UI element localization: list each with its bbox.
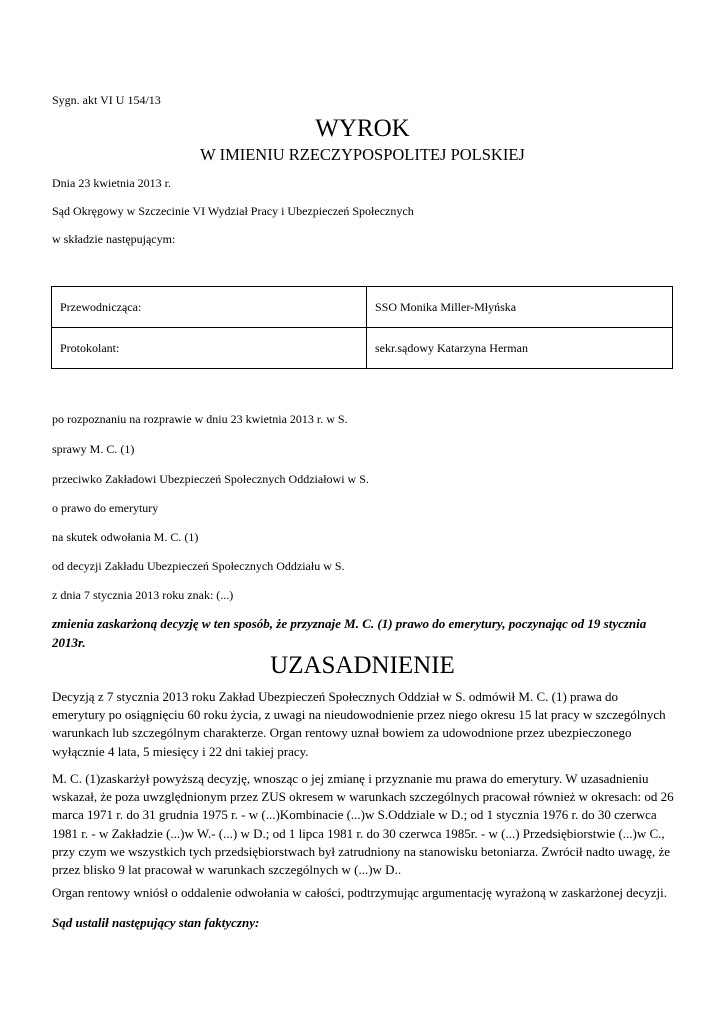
judgment-title: WYROK	[315, 115, 410, 142]
case-line: na skutek odwołania M. C. (1)	[52, 530, 199, 544]
justification-heading: UZASADNIENIE	[270, 652, 455, 679]
case-line: sprawy M. C. (1)	[52, 442, 135, 456]
verdict-text: zmienia zaskarżoną decyzję w ten sposób, że przyznaje M. C. (1) prawo do emerytury, poczynając od 19 stycznia 2013r.	[52, 616, 647, 650]
case-signature: Sygn. akt VI U 154/13	[52, 93, 161, 107]
case-line: o prawo do emerytury	[52, 501, 159, 515]
court-name: Sąd Okręgowy w Szczecinie VI Wydział Pracy i Ubezpieczeń Społecznych	[52, 204, 414, 218]
table-row	[52, 287, 673, 328]
judgment-subtitle: W IMIENIU RZECZYPOSPOLITEJ POLSKIEJ	[200, 145, 525, 164]
justification-paragraph: Decyzją z 7 stycznia 2013 roku Zakład Ubezpieczeń Społecznych Oddział w S. odmówił M. C. (1) prawa do emerytury po osiągnięciu 60 roku życia, z uwagi na nieudowodnienie przez niego okresu 15 lat pracy w szczególnych warunkach lub szczególnym charakterze. Organ rentowy uznał bowiem za udowodnione przez ubezpieczonego wyłącznie 4 lata, 5 miesięcy i 22 dni takiej pracy.	[52, 689, 666, 759]
case-line: po rozpoznaniu na rozprawie w dniu 23 kwietnia 2013 r. w S.	[52, 412, 348, 426]
panel-person: sekr.sądowy Katarzyna Herman	[367, 328, 673, 369]
table-row	[52, 328, 673, 369]
facts-heading: Sąd ustalił następujący stan faktyczny:	[52, 915, 260, 930]
panel-role: Protokolant:	[52, 328, 367, 369]
panel-person: SSO Monika Miller-Młyńska	[367, 287, 673, 328]
case-line: przeciwko Zakładowi Ubezpieczeń Społecznych Oddziałowi w S.	[52, 472, 369, 486]
panel-role: Przewodnicząca:	[52, 287, 367, 328]
case-line: z dnia 7 stycznia 2013 roku znak: (...)	[52, 588, 234, 602]
judgment-date: Dnia 23 kwietnia 2013 r.	[52, 176, 171, 190]
justification-paragraph: Organ rentowy wniósł o oddalenie odwołania w całości, podtrzymując argumentację wyrażoną w zaskarżonej decyzji.	[52, 885, 667, 900]
justification-paragraph: M. C. (1)zaskarżył powyższą decyzję, wnosząc o jej zmianę i przyznanie mu prawa do emerytury. W uzasadnieniu wskazał, że poza uwzględnionym przez ZUS okresem w warunkach szczególnych pracował również w okresach: od 26 marca 1971 r. do 31 grudnia 1975 r. - w (...)Kombinacie (...)w S.Oddziale w D.; od 1 stycznia 1976 r. do 30 czerwca 1981 r. - w Zakładzie (...)w W.- (...) w D.; od 1 lipca 1981 r. do 30 czerwca 1985r. - w (...) Przedsiębiorstwie (...)w C., przy czym we wszystkich tych przedsiębiorstwach był zatrudniony na stanowisku betoniarza. Zwrócił nadto uwagę, że przez blisko 9 lat pracował w warunkach szczególnych w (...)w D..	[52, 771, 674, 878]
case-line: od decyzji Zakładu Ubezpieczeń Społecznych Oddziału w S.	[52, 559, 345, 573]
court-panel-table	[51, 286, 673, 369]
composition-label: w składzie następującym:	[52, 232, 176, 246]
